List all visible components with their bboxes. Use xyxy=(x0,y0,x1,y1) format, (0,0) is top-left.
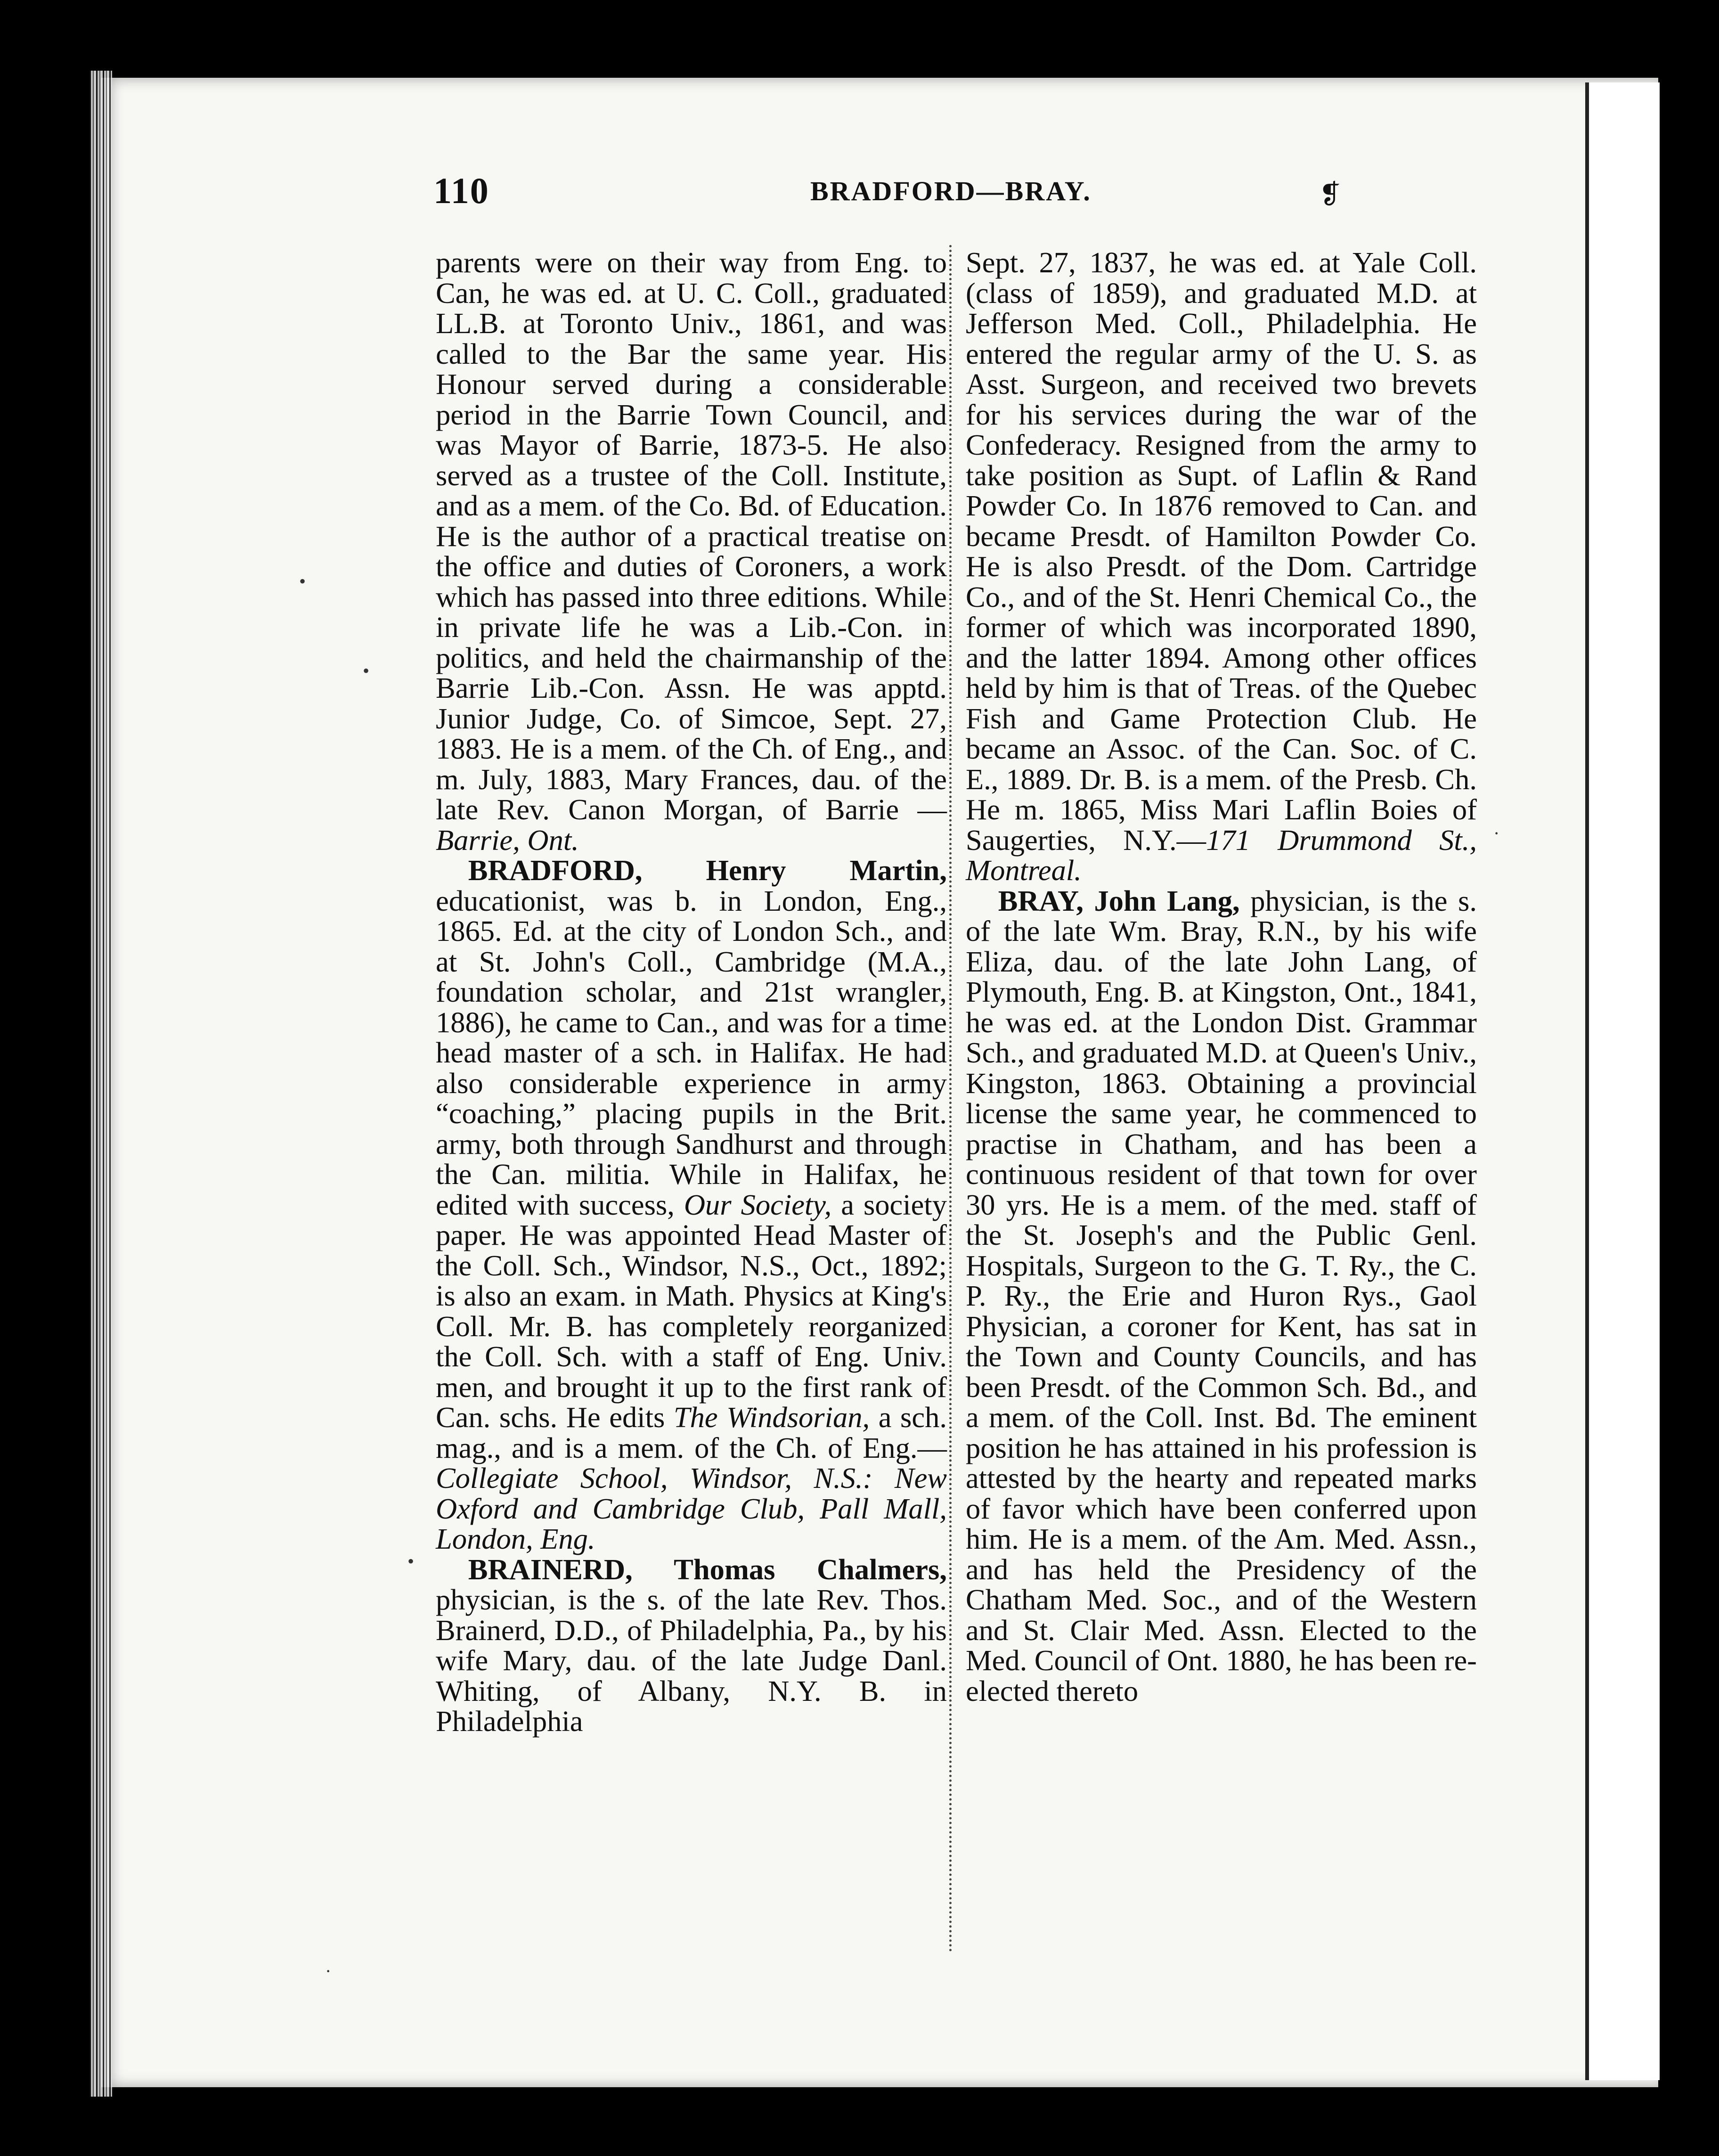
header-mark-icon: ❡ xyxy=(1319,180,1341,209)
entry-address: Collegiate School, Windsor, N.S.: New Oxford and Cambridge Club, Pall Mall, London, Eng. xyxy=(436,1462,947,1555)
entry-text: parents were on their way from Eng. to Can, he was ed. at U. C. Coll., graduated LL.B. at Toronto Univ., 1861, and was called to the Bar the same year. His Honour served during a considerable period in the Barrie Town Council, and was Mayor of Barrie, 1873-5. He also served as a trustee of the Coll. Institute, and as a mem. of the Co. Bd. of Education. He is the author of a practical treatise on the office and duties of Coroners, a work which has passed into three editions. While in private life he was a Lib.-Con. in politics, and held the chairmanship of the Barrie Lib.-Con. Assn. He was apptd. Junior Judge, Co. of Simcoe, Sept. 27, 1883. He is a mem. of the Ch. of Eng., and m. July, 1883, Mary Frances, dau. of the late Rev. Canon Morgan, of Barrie — xyxy=(436,246,947,826)
scan-speck: • xyxy=(299,571,306,592)
page-header xyxy=(433,170,1484,226)
entry-text: physician, is the s. of the late Wm. Bray, R.N., by his wife Eliza, dau. of the late John Lang, of Plymouth, Eng. B. at Kingston, Ont., 1841, he was ed. at the London Dist. Grammar Sch., and graduated M.D. at Queen's Univ., Kingston, 1863. Obtaining a provincial license the same year, he commenced to practise in Chatham, and has been a continuous resident of that town for over 30 yrs. He is a mem. of the med. staff of the St. Joseph's and the Public Genl. Hospitals, Surgeon to the G. T. Ry., the C. P. Ry., the Erie and Huron Rys., Gaol Physician, a coroner for Kent, has sat in the Town and County Councils, and has been Presdt. of the Common Sch. Bd., and a mem. of the Coll. Inst. Bd. The eminent position he has attained in his profession is attested by the hearty and repeated marks of favor which have been conferred upon him. He is a mem. of the Am. Med. Assn., and has held the Presidency of the Chatham Med. Soc., and of the Western and St. Clair Med. Assn. Elected to the Med. Council of Ont. 1880, he has been re-elected thereto xyxy=(966,884,1477,1707)
left-column xyxy=(436,247,947,1953)
page-number: 110 xyxy=(433,170,489,211)
facing-page-edge xyxy=(1585,82,1660,2080)
entry-name: BRADFORD, Henry Martin, xyxy=(468,854,947,887)
entry-address: 171 Drummond St., Montreal. xyxy=(966,823,1477,887)
scan-speck: • xyxy=(363,660,370,681)
scan-speck: • xyxy=(407,1551,415,1572)
entry-bray xyxy=(966,886,1477,1707)
entry-continued-left xyxy=(436,247,947,855)
page-edge-stack xyxy=(90,71,112,2097)
entry-brainerd xyxy=(436,1554,947,1737)
entry-italic-title: Our Society, xyxy=(684,1188,832,1221)
running-head: BRADFORD—BRAY. xyxy=(810,176,1092,206)
entry-address: Barrie, Ont. xyxy=(436,823,579,857)
entry-continued-right xyxy=(966,247,1477,886)
scan-speck: · xyxy=(325,1960,332,1982)
right-column xyxy=(966,247,1477,1953)
entry-text: physician, is the s. of the late Rev. Thos. Brainerd, D.D., of Philadelphia, Pa., by his wife Mary, dau. of the late Judge Danl. Whiting, of Albany, N.Y. B. in Philadelphia xyxy=(436,1583,947,1738)
entry-text: a society paper. He was appointed Head Master of the Coll. Sch., Windsor, N.S., Oct., 1892; is also an exam. in Math. Physics at King's Coll. Mr. B. has completely reorganized the Coll. Sch. with a staff of Eng. Univ. men, and brought it up to the first rank of Can. schs. He edits xyxy=(436,1188,947,1434)
scan-speck: · xyxy=(1493,823,1500,844)
entry-bradford xyxy=(436,855,947,1554)
column-divider xyxy=(949,245,952,1953)
entry-text: a sch. mag., and is a mem. of the Ch. of Eng.— xyxy=(436,1401,947,1464)
entry-name: BRAINERD, Thomas Chalmers, xyxy=(468,1552,947,1586)
entry-italic-title: The Windsorian, xyxy=(673,1401,870,1434)
entry-name: BRAY, John Lang, xyxy=(998,884,1240,917)
entry-text: Sept. 27, 1837, he was ed. at Yale Coll. (class of 1859), and graduated M.D. at Jefferson Med. Coll., Philadelphia. He entered the regular army of the U. S. as Asst. Surgeon, and received two brevets for his services during the war of the Confederacy. Resigned from the army to take position as Supt. of Laflin & Rand Powder Co. In 1876 removed to Can. and became Presdt. of Hamilton Powder Co. He is also Presdt. of the Dom. Cartridge Co., and of the St. Henri Chemical Co., the former of which was incorporated 1890, and the latter 1894. Among other offices held by him is that of Treas. of the Quebec Fish and Game Protection Club. He became an Assoc. of the Can. Soc. of C. E., 1889. Dr. B. is a mem. of the Presb. Ch. He m. 1865, Miss Mari Laflin Boies of Saugerties, N.Y.— xyxy=(966,246,1477,857)
entry-text: educationist, was b. in London, Eng., 1865. Ed. at the city of London Sch., and at St. John's Coll., Cambridge (M.A., foundation scholar, and 21st wrangler, 1886), he came to Can., and was for a time head master of a sch. in Halifax. He had also considerable experience in army “coaching,” placing pupils in the Brit. army, both through Sandhurst and through the Can. militia. While in Halifax, he edited with success, xyxy=(436,884,947,1221)
